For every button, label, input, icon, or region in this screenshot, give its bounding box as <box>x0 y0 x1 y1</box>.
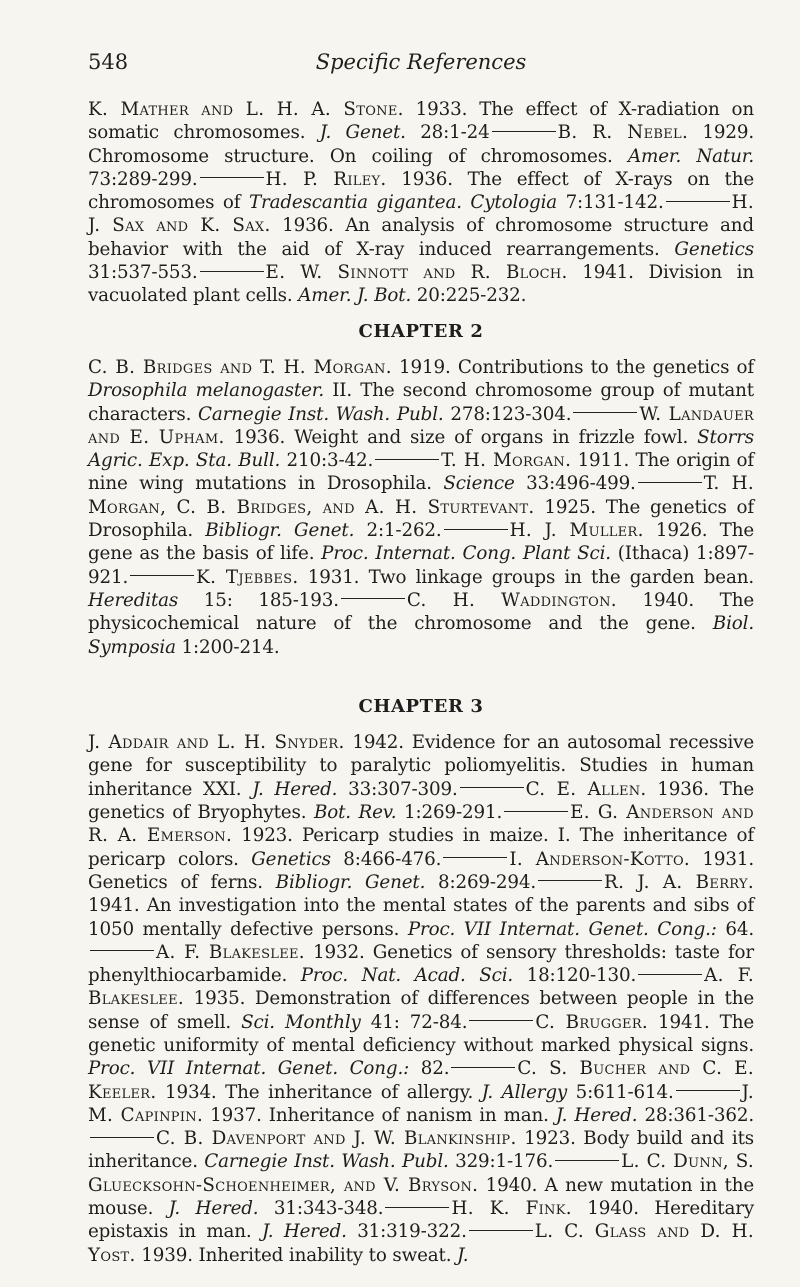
reference-authors: T. H. Morgan. <box>441 450 572 472</box>
reference-title: 1941. The genetic uniformity of mental deficiency without marked physical signs. <box>88 1011 755 1056</box>
reference-authors: C. H. Waddington. <box>406 589 617 611</box>
reference-authors: K. Tjebbes. <box>196 566 299 588</box>
reference-authors: A. F. Blakeslee. <box>88 965 754 1010</box>
reference-title: 1933. The effect of X-radiation on somatic chromosomes. <box>88 99 754 144</box>
reference-pages: 41: 72-84. <box>360 1011 468 1033</box>
reference-source: J. Hered. <box>555 1104 638 1126</box>
reference-authors: C. E. Allen. <box>525 778 647 800</box>
reference-pages: 82. <box>409 1058 450 1080</box>
reference-title: 1926. The gene as the basis of life. <box>88 520 755 565</box>
reference-source: J. Genet. <box>319 122 406 144</box>
reference-title: 1932. Genetics of sensory thresholds: taste for phenylthiocarbamide. <box>88 941 755 987</box>
reference-title: 1936. The effect of X-rays on the chromosomes of <box>88 168 754 214</box>
reference-pages: 33:496-499. <box>514 473 636 495</box>
reference-pages: 15: 185-193. <box>178 589 339 611</box>
repeat-author-dash <box>638 974 702 975</box>
reference-source: J. Hered. <box>168 1198 259 1220</box>
reference-pages: 31:343-348. <box>258 1198 384 1220</box>
reference-authors: H. J. Muller. <box>509 520 644 542</box>
reference-authors: R. J. A. Berry. <box>604 871 754 893</box>
reference-source: J. Hered. <box>262 1221 347 1243</box>
reference-pages: (Ithaca) 1:897-921. <box>88 543 754 588</box>
reference-pages: 28:1-24 <box>405 122 490 144</box>
reference-authors: H. P. Riley. <box>265 168 387 190</box>
reference-source: Bot. Rev. <box>313 802 397 824</box>
reference-source: Science <box>443 473 515 495</box>
repeat-author-dash <box>200 271 264 272</box>
repeat-author-dash <box>638 482 702 483</box>
reference-source: Proc. Internat. Cong. Plant Sci. <box>321 543 611 565</box>
reference-pages: 8:269-294. <box>425 871 537 893</box>
repeat-author-dash <box>200 177 264 178</box>
reference-source: Proc. VII Internat. Genet. Cong.: <box>88 1058 410 1080</box>
references-body <box>88 98 754 1267</box>
reference-pages: 5:611-614. <box>567 1081 674 1103</box>
reference-title: 1942. Evidence for an autosomal recessive gene for susceptibility to paralytic poliomyelitis. Studies in human inheritance XXI. <box>88 732 754 800</box>
reference-title: 1923. Body build and its inheritance. <box>88 1128 755 1173</box>
reference-source: Carnegie Inst. Wash. Publ. <box>204 1151 449 1173</box>
reference-pages: 278:123-304. <box>443 403 572 425</box>
reference-pages: 1:200-214. <box>175 636 280 658</box>
chapter-2-references <box>88 356 754 659</box>
repeat-author-dash <box>443 857 507 858</box>
repeat-author-dash <box>341 598 405 599</box>
reference-authors: J. Addair and L. H. Snyder. <box>88 732 345 754</box>
reference-authors: L. C. Dunn, S. Gluecksohn-Schoenheimer, and V. Bryson. <box>88 1151 754 1196</box>
reference-source: Genetics <box>251 848 331 870</box>
reference-pages: 31:537-553. <box>88 262 198 284</box>
reference-source: J. <box>457 1244 469 1266</box>
reference-title: 1941. An investigation into the mental states of the parents and sibs of 1050 mentally defective persons. <box>88 895 754 940</box>
repeat-author-dash <box>469 1230 533 1231</box>
reference-authors: C. B. Bridges and T. H. Morgan. <box>88 356 392 378</box>
reference-pages: 28:361-362. <box>637 1104 754 1126</box>
reference-source: Storrs Agric. Exp. Sta. Bull. <box>88 426 754 472</box>
repeat-author-dash <box>469 1020 533 1021</box>
reference-pages: 1:269-291. <box>396 802 503 824</box>
reference-title: 1935. Demonstration of differences between people in the sense of smell. <box>88 988 754 1033</box>
reference-source: Bibliogr. Genet. <box>205 520 355 542</box>
reference-authors: K. Mather and L. H. A. Stone. <box>88 99 404 120</box>
reference-source: Bibliogr. Genet. <box>275 871 426 893</box>
reference-title: 1934. The inheritance of allergy. <box>156 1081 482 1103</box>
reference-authors: C. B. Davenport and J. W. Blankinship. <box>156 1128 517 1150</box>
repeat-author-dash <box>385 1207 449 1208</box>
reference-title: 1940. A new mutation in the mouse. <box>88 1174 754 1220</box>
reference-title: 1919. Contributions to the genetics of <box>391 356 754 378</box>
reference-authors: C. Brugger. <box>535 1011 649 1033</box>
reference-title: 1936. An analysis of chromosome structure and behavior with the aid of X-ray induced rearrangements. <box>88 215 754 260</box>
reference-source: Amer. Natur. <box>627 145 754 167</box>
reference-pages: 210:3-42. <box>280 450 374 472</box>
reference-source: Amer. J. Bot. <box>298 285 412 307</box>
reference-authors: T. H. Morgan, C. B. Bridges, and A. H. Sturtevant. <box>88 473 754 518</box>
reference-pages: 31:319-322. <box>346 1221 467 1243</box>
reference-authors: B. R. Nebel. <box>557 122 689 144</box>
reference-title: 1937. Inheritance of nanism in man. <box>203 1104 556 1126</box>
reference-title: 1929. Chromosome structure. On coiling of chromosomes. <box>88 122 755 167</box>
reference-title: 1936. Weight and size of organs in frizzle fowl. <box>224 426 698 448</box>
reference-source: Genetics <box>674 238 754 260</box>
repeat-author-dash <box>375 459 439 460</box>
running-title: Specific References <box>315 50 527 74</box>
reference-title: 1940. Hereditary epistaxis in man. <box>88 1198 755 1243</box>
reference-title: 1923. Pericarp studies in maize. I. The inheritance of pericarp colors. <box>88 825 754 870</box>
reference-pages: 8:466-476. <box>330 848 442 870</box>
reference-title: 1940. The physicochemical nature of the chromosome and the gene. <box>88 589 755 635</box>
reference-title: 1939. Inherited inability to sweat. <box>135 1244 458 1266</box>
page-number: 548 <box>88 50 129 74</box>
reference-pages: 18:120-130. <box>513 965 637 987</box>
chapter-2-heading: CHAPTER 2 <box>358 320 484 342</box>
reference-source: Proc. VII Internat. Genet. Cong.: <box>407 918 717 940</box>
reference-title: 1941. Division in vacuolated plant cells. <box>88 262 754 307</box>
reference-source: Carnegie Inst. Wash. Publ. <box>198 403 444 425</box>
reference-authors: E. W. Sinnott and R. Bloch. <box>265 262 568 284</box>
reference-authors: E. G. Anderson and R. A. Emerson. <box>88 802 754 847</box>
reference-source: Biol. Symposia <box>88 613 754 658</box>
intro-references <box>88 98 754 308</box>
repeat-author-dash <box>573 412 637 413</box>
reference-pages: 73:289-299. <box>88 168 198 190</box>
repeat-author-dash <box>451 1067 515 1068</box>
reference-authors: L. C. Glass and D. H. Yost. <box>88 1221 754 1266</box>
reference-pages: 20:225-232. <box>411 285 527 307</box>
repeat-author-dash <box>538 880 602 881</box>
reference-pages: 64. <box>716 918 754 940</box>
reference-title: 1931. Genetics of ferns. <box>88 848 754 893</box>
repeat-author-dash <box>676 1090 740 1091</box>
reference-source: Tradescantia gigantea. Cytologia <box>248 192 558 214</box>
reference-authors: A. F. Blakeslee. <box>156 941 305 963</box>
repeat-author-dash <box>504 811 568 812</box>
reference-source: Hereditas <box>88 589 179 611</box>
reference-authors: J. M. Capinpin. <box>88 1081 754 1126</box>
reference-authors: W. Landauer and E. Upham. <box>88 403 754 448</box>
page-header <box>88 50 754 84</box>
reference-pages: 329:1-176. <box>448 1151 554 1173</box>
repeat-author-dash <box>492 131 556 132</box>
reference-title: 1931. Two linkage groups in the garden bean. <box>298 566 754 588</box>
reference-title: 1925. The genetics of Drosophila. <box>88 496 754 542</box>
reference-title: 1911. The origin of nine wing mutations in Drosophila. <box>88 450 755 495</box>
reference-pages: 2:1-262. <box>354 520 442 542</box>
repeat-author-dash <box>666 201 730 202</box>
reference-source: Proc. Nat. Acad. Sci. <box>300 965 514 987</box>
reference-title: 1936. The genetics of Bryophytes. <box>88 778 754 824</box>
repeat-author-dash <box>460 787 524 788</box>
reference-title: II. The second chromosome group of mutant characters. <box>88 380 754 425</box>
reference-authors: I. Anderson-Kotto. <box>509 848 691 870</box>
reference-authors: H. K. Fink. <box>451 1198 572 1220</box>
chapter-3-references <box>88 731 754 1267</box>
chapter-3-heading: CHAPTER 3 <box>358 695 484 717</box>
repeat-author-dash <box>90 1137 154 1138</box>
reference-source: Sci. Monthly <box>241 1011 361 1033</box>
reference-source: Drosophila melanogaster. <box>88 380 324 402</box>
reference-source: J. Hered. <box>252 778 338 800</box>
repeat-author-dash <box>555 1160 619 1161</box>
repeat-author-dash <box>444 529 508 530</box>
reference-pages: 7:131-142. <box>557 192 664 214</box>
reference-source: J. Allergy <box>481 1081 568 1103</box>
reference-authors: H. J. Sax and K. Sax. <box>88 192 754 237</box>
repeat-author-dash <box>130 575 194 576</box>
reference-pages: 33:307-309. <box>337 778 458 800</box>
repeat-author-dash <box>90 950 154 951</box>
reference-authors: C. S. Bucher and C. E. Keeler. <box>88 1058 754 1103</box>
